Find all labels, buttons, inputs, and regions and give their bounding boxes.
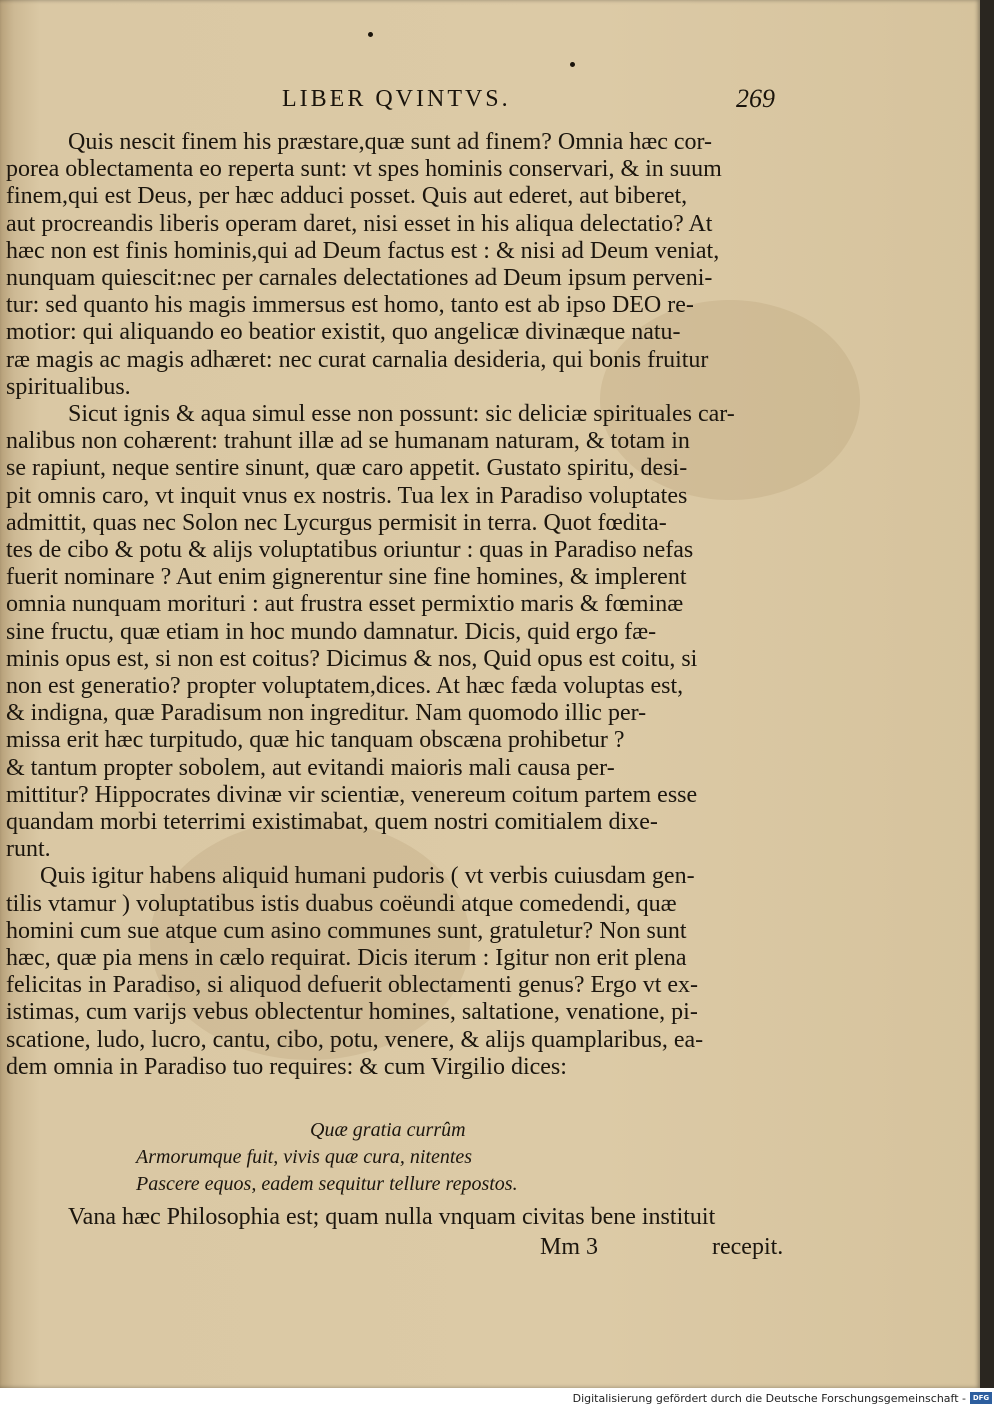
folio-number: 269	[736, 84, 775, 113]
text-line: & tantum propter sobolem, aut evitandi maioris mali causa per-	[6, 754, 615, 781]
final-line: Vana hæc Philosophia est; quam nulla vnquam civitas bene instituit	[68, 1204, 716, 1230]
text-line: tur: sed quanto his magis immersus est homo, tanto est ab ipso DEO re-	[6, 292, 694, 319]
text-line: nunquam quiescit:nec per carnales delectationes ad Deum ipsum perveni-	[6, 265, 713, 291]
text-line: pit omnis caro, vt inquit vnus ex nostris. Tua lex in Paradiso voluptates	[6, 482, 688, 509]
text-line: dem omnia in Paradiso tuo requires: & cum Virgilio dices:	[6, 1053, 567, 1080]
text-line: finem,qui est Deus, per hæc adduci posset. Quis aut ederet, aut biberet,	[6, 183, 688, 210]
text-line: fuerit nominare ? Aut enim gignerentur sine fine homines, & implerent	[6, 564, 687, 591]
text-line: ræ magis ac magis adhæret: nec curat carnalia desideria, qui bonis fruitur	[6, 346, 709, 373]
verse-line: Quæ gratia currûm	[310, 1119, 466, 1141]
text-line: omnia nunquam morituri : aut frustra esset permixtio maris & fœminæ	[6, 591, 684, 618]
text-line: porea oblectamenta eo reperta sunt: vt spes hominis conservari, & in suum	[6, 156, 722, 183]
text-line: Quis igitur habens aliquid humani pudoris ( vt verbis cuiusdam gen-	[40, 863, 695, 890]
text-line: sine fructu, quæ etiam in hoc mundo damnatur. Dicis, quid ergo fæ-	[6, 618, 657, 645]
text-line: admittit, quas nec Solon nec Lycurgus permisit in terra. Quot fœdita-	[6, 509, 667, 536]
digitization-credit	[573, 1390, 992, 1406]
text-line: non est generatio? propter voluptatem,dices. At hæc fæda voluptas est,	[6, 673, 684, 699]
text-line: runt.	[6, 836, 51, 863]
text-line: felicitas in Paradiso, si aliquod defuerit oblectamenti genus? Ergo vt ex-	[6, 972, 699, 999]
text-line: homini cum sue atque cum asino communes sunt, gratuletur? Non sunt	[6, 917, 687, 944]
text-line: istimas, cum varijs vebus oblectentur homines, saltatione, venatione, pi-	[6, 999, 698, 1026]
text-line: tilis vtamur ) voluptatibus istis duabus coëundi atque comedendi, quæ	[6, 890, 677, 917]
text-line: aut procreandis liberis operam daret, nisi esset in his aliqua delectatio? At	[6, 210, 713, 237]
page-mark	[368, 32, 373, 37]
text-line: spiritualibus.	[6, 373, 131, 400]
text-line: minis opus est, si non est coitus? Dicimus & nos, Quid opus est coitu, si	[6, 645, 698, 672]
text-line: quandam morbi teterrimi existimabat, quem nostri comitialem dixe-	[6, 809, 658, 835]
text-line: motior: qui aliquando eo beatior existit, quo angelicæ divinæque natu-	[6, 319, 681, 346]
signature-mark: Mm 3	[540, 1234, 599, 1260]
text-line: nalibus non cohærent: trahunt illæ ad se humanam naturam, & totam in	[6, 428, 690, 455]
text-line: Sicut ignis & aqua simul esse non possunt: sic deliciæ spirituales car-	[68, 401, 735, 427]
text-line: hæc non est finis hominis,qui ad Deum factus est : & nisi ad Deum veniat,	[6, 237, 720, 264]
text-line: se rapiunt, neque sentire sinunt, quæ caro appetit. Gustato spiritu, desi-	[6, 455, 688, 482]
running-head	[0, 86, 980, 120]
text-line: Quis nescit finem his præstare,quæ sunt ad finem? Omnia hæc cor-	[68, 129, 713, 155]
verse-line: Armorumque fuit, vivis quæ cura, nitentes	[136, 1146, 473, 1168]
text-line: hæc, quæ pia mens in cælo requirat. Dicis iterum : Igitur non erit plena	[6, 945, 687, 971]
dfg-logo: DFG	[970, 1392, 992, 1404]
text-line: scatione, ludo, lucro, cantu, cibo, potu, venere, & alijs quamplaribus, ea-	[6, 1026, 704, 1053]
text-line: missa erit hæc turpitudo, quæ hic tanquam obscæna prohibetur ?	[6, 727, 625, 754]
running-title: LIBER QVINTVS.	[282, 86, 511, 112]
text-line: & indigna, quæ Paradisum non ingreditur. Nam quomodo illic per-	[6, 700, 647, 727]
page-mark	[570, 62, 575, 67]
catchword: recepit.	[712, 1234, 784, 1260]
text-line: tes de cibo & potu & alijs voluptatibus oriuntur : quas in Paradiso nefas	[6, 537, 694, 563]
text-line: mittitur? Hippocrates divinæ vir scientiæ, venereum coitum partem esse	[6, 781, 698, 808]
verse-line: Pascere equos, eadem sequitur tellure repostos.	[136, 1173, 518, 1195]
credit-text: Digitalisierung gefördert durch die Deutsche Forschungsgemeinschaft -	[572, 1391, 966, 1405]
